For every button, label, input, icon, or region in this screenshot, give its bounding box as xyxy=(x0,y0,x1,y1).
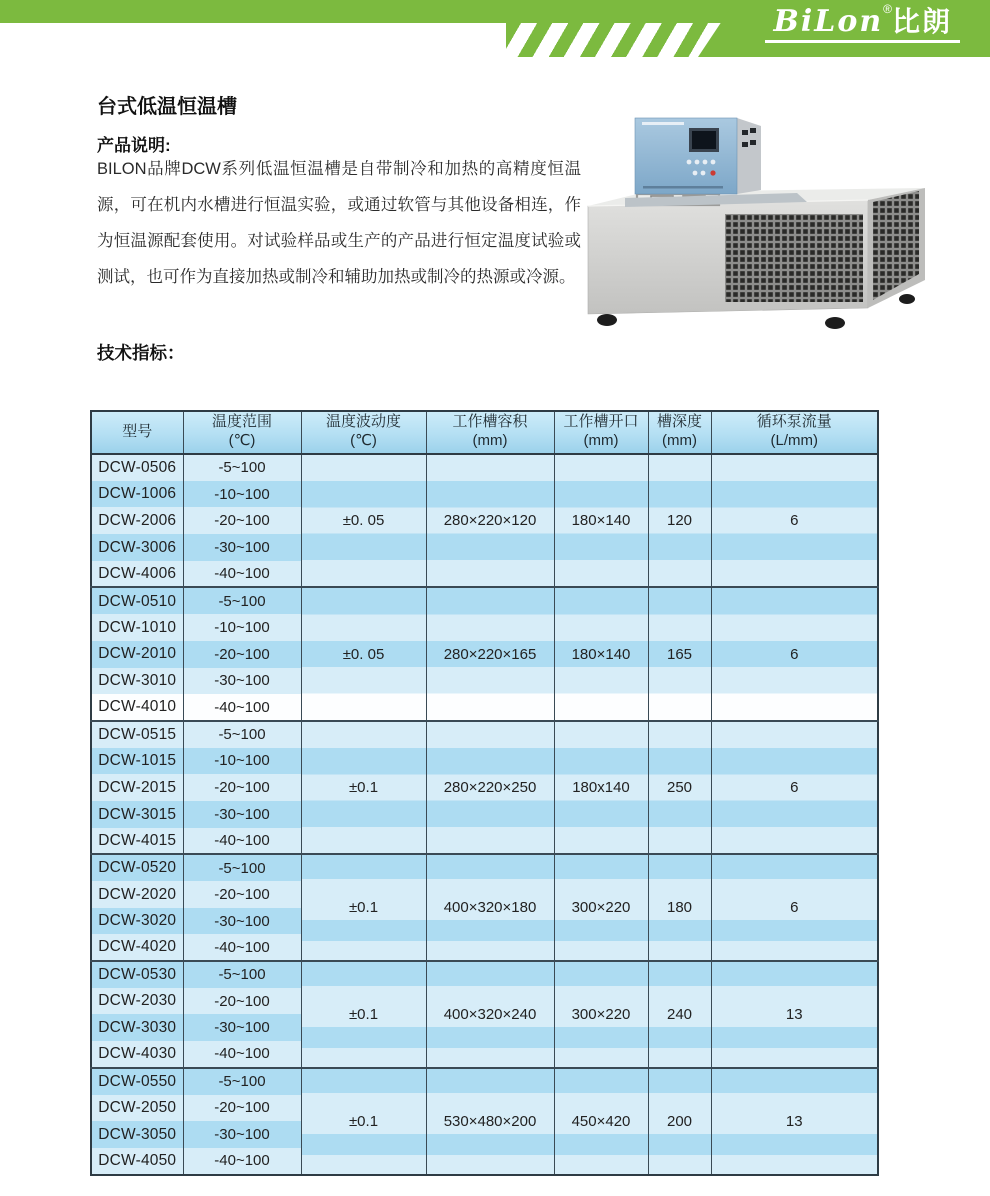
temp-range-cell: -20~100 xyxy=(183,988,301,1015)
tank-depth-cell: 200 xyxy=(648,1068,711,1175)
temp-fluctuation-cell: ±0.1 xyxy=(301,721,426,854)
model-cell: DCW-2050 xyxy=(91,1095,183,1122)
col-header-tank-opening xyxy=(554,411,648,454)
model-cell: DCW-4010 xyxy=(91,694,183,721)
model-cell: DCW-3050 xyxy=(91,1121,183,1148)
model-cell: DCW-3015 xyxy=(91,801,183,828)
temp-range-cell: -10~100 xyxy=(183,614,301,641)
tank-volume-cell: 280×220×250 xyxy=(426,721,554,854)
pump-flow-cell: 6 xyxy=(711,721,878,854)
brand-logo xyxy=(765,2,960,43)
temp-range-cell: -5~100 xyxy=(183,587,301,614)
temp-fluctuation-cell: ±0. 05 xyxy=(301,587,426,720)
column-unit: (℃) xyxy=(228,432,256,449)
temp-fluctuation-cell: ±0.1 xyxy=(301,854,426,961)
model-cell: DCW-0550 xyxy=(91,1068,183,1095)
brand-banner xyxy=(0,0,990,57)
brand-logo-cjk: 比朗 xyxy=(891,6,952,37)
table-row xyxy=(91,587,878,614)
temp-fluctuation-cell: ±0. 05 xyxy=(301,454,426,587)
tech-spec-heading: 技术指标： xyxy=(97,343,185,363)
page-title: 台式低温恒温槽 xyxy=(97,96,237,118)
tank-depth-cell: 250 xyxy=(648,721,711,854)
table-row xyxy=(91,721,878,748)
temp-range-cell: -10~100 xyxy=(183,481,301,508)
column-label: 槽深度 xyxy=(656,413,702,431)
temp-range-cell: -30~100 xyxy=(183,801,301,828)
header-row xyxy=(91,411,878,454)
model-cell: DCW-0520 xyxy=(91,854,183,881)
temp-fluctuation-cell: ±0.1 xyxy=(301,961,426,1068)
tank-depth-cell: 180 xyxy=(648,854,711,961)
col-header-pump-flow xyxy=(711,411,878,454)
temp-range-cell: -40~100 xyxy=(183,1148,301,1175)
column-unit: (mm) xyxy=(583,432,619,449)
tank-opening-cell: 450×420 xyxy=(554,1068,648,1175)
model-cell: DCW-2006 xyxy=(91,507,183,534)
column-unit: (mm) xyxy=(662,432,697,449)
temp-range-cell: -5~100 xyxy=(183,1068,301,1095)
temp-range-cell: -30~100 xyxy=(183,908,301,935)
tank-volume-cell: 280×220×165 xyxy=(426,587,554,720)
product-description-text: BILON品牌DCW系列低温恒温槽是自带制冷和加热的高精度恒温源，可在机内水槽进行恒温实验，或通过软管与其他设备相连，作为恒温源配套使用。对试验样品或生产的产品进行恒定温度试验或测试，也可作为直接加热或制冷和辅助加热或制冷的热源或冷源。 xyxy=(97,160,581,286)
temp-range-cell: -30~100 xyxy=(183,534,301,561)
pump-flow-cell: 13 xyxy=(711,961,878,1068)
model-cell: DCW-0506 xyxy=(91,454,183,481)
temp-range-cell: -5~100 xyxy=(183,721,301,748)
temp-range-cell: -40~100 xyxy=(183,934,301,961)
temp-fluctuation-cell: ±0.1 xyxy=(301,1068,426,1175)
col-header-temp-range xyxy=(183,411,301,454)
temp-range-cell: -40~100 xyxy=(183,694,301,721)
temp-range-cell: -20~100 xyxy=(183,881,301,908)
table-row xyxy=(91,854,878,881)
model-cell: DCW-1010 xyxy=(91,614,183,641)
model-cell: DCW-0530 xyxy=(91,961,183,988)
model-cell: DCW-3020 xyxy=(91,908,183,935)
column-label: 工作槽容积 xyxy=(452,413,528,431)
model-cell: DCW-4030 xyxy=(91,1041,183,1068)
temp-range-cell: -40~100 xyxy=(183,1041,301,1068)
column-label: 型号 xyxy=(122,422,153,440)
model-cell: DCW-1006 xyxy=(91,481,183,508)
tank-opening-cell: 300×220 xyxy=(554,961,648,1068)
temp-range-cell: -5~100 xyxy=(183,454,301,481)
temp-range-cell: -5~100 xyxy=(183,961,301,988)
product-photo xyxy=(585,102,981,332)
front-grille xyxy=(725,214,863,302)
model-cell: DCW-2030 xyxy=(91,988,183,1015)
col-header-temp-fluctuation xyxy=(301,411,426,454)
banner-diagonal-stripes xyxy=(506,23,712,57)
temp-range-cell: -20~100 xyxy=(183,507,301,534)
table-row xyxy=(91,961,878,988)
machine-body xyxy=(588,188,925,314)
table-row xyxy=(91,1068,878,1095)
model-cell: DCW-1015 xyxy=(91,748,183,775)
col-header-model xyxy=(91,411,183,454)
panel-label-strip xyxy=(643,186,723,189)
model-cell: DCW-0510 xyxy=(91,587,183,614)
tank-depth-cell: 240 xyxy=(648,961,711,1068)
tank-volume-cell: 530×480×200 xyxy=(426,1068,554,1175)
column-unit: (mm) xyxy=(472,432,508,449)
tank-volume-cell: 400×320×180 xyxy=(426,854,554,961)
model-cell: DCW-4020 xyxy=(91,934,183,961)
temp-range-cell: -20~100 xyxy=(183,641,301,668)
tank-opening-cell: 180×140 xyxy=(554,454,648,587)
column-label: 工作槽开口 xyxy=(563,413,639,431)
temp-range-cell: -20~100 xyxy=(183,1095,301,1122)
spec-table-header xyxy=(91,411,878,454)
spec-table xyxy=(90,410,879,1176)
pump-flow-cell: 13 xyxy=(711,1068,878,1175)
control-panel xyxy=(635,118,761,194)
pump-flow-cell: 6 xyxy=(711,854,878,961)
tank-opening-cell: 180×140 xyxy=(554,587,648,720)
temp-range-cell: -10~100 xyxy=(183,748,301,775)
col-header-tank-volume xyxy=(426,411,554,454)
panel-title-text xyxy=(642,122,684,125)
model-cell: DCW-4050 xyxy=(91,1148,183,1175)
spec-table-body xyxy=(91,454,878,1175)
tank-volume-cell: 400×320×240 xyxy=(426,961,554,1068)
pump-flow-cell: 6 xyxy=(711,587,878,720)
column-unit: (℃) xyxy=(350,432,377,449)
tank-depth-cell: 120 xyxy=(648,454,711,587)
product-description-heading: 产品说明: xyxy=(97,136,171,155)
temp-range-cell: -20~100 xyxy=(183,774,301,801)
tank-opening-cell: 180x140 xyxy=(554,721,648,854)
temp-range-cell: -30~100 xyxy=(183,1121,301,1148)
model-cell: DCW-4015 xyxy=(91,828,183,855)
model-cell: DCW-3030 xyxy=(91,1014,183,1041)
brand-logo-script: BiLon xyxy=(773,4,884,39)
table-row xyxy=(91,454,878,481)
column-unit: (L/mm) xyxy=(770,432,818,449)
column-label: 温度波动度 xyxy=(325,413,401,431)
column-label: 循环泵流量 xyxy=(756,413,832,431)
model-cell: DCW-2015 xyxy=(91,774,183,801)
model-cell: DCW-0515 xyxy=(91,721,183,748)
power-button xyxy=(710,170,715,175)
temp-range-cell: -40~100 xyxy=(183,561,301,588)
pump-flow-cell: 6 xyxy=(711,454,878,587)
model-cell: DCW-2010 xyxy=(91,641,183,668)
temp-range-cell: -30~100 xyxy=(183,1014,301,1041)
model-cell: DCW-3010 xyxy=(91,668,183,695)
col-header-tank-depth xyxy=(648,411,711,454)
temp-range-cell: -30~100 xyxy=(183,668,301,695)
model-cell: DCW-4006 xyxy=(91,561,183,588)
tank-opening-cell: 300×220 xyxy=(554,854,648,961)
registered-trademark-icon: ® xyxy=(883,2,892,16)
temp-range-cell: -5~100 xyxy=(183,854,301,881)
tank-depth-cell: 165 xyxy=(648,587,711,720)
tank-volume-cell: 280×220×120 xyxy=(426,454,554,587)
model-cell: DCW-3006 xyxy=(91,534,183,561)
temp-range-cell: -40~100 xyxy=(183,828,301,855)
column-label: 温度范围 xyxy=(211,413,272,431)
model-cell: DCW-2020 xyxy=(91,881,183,908)
